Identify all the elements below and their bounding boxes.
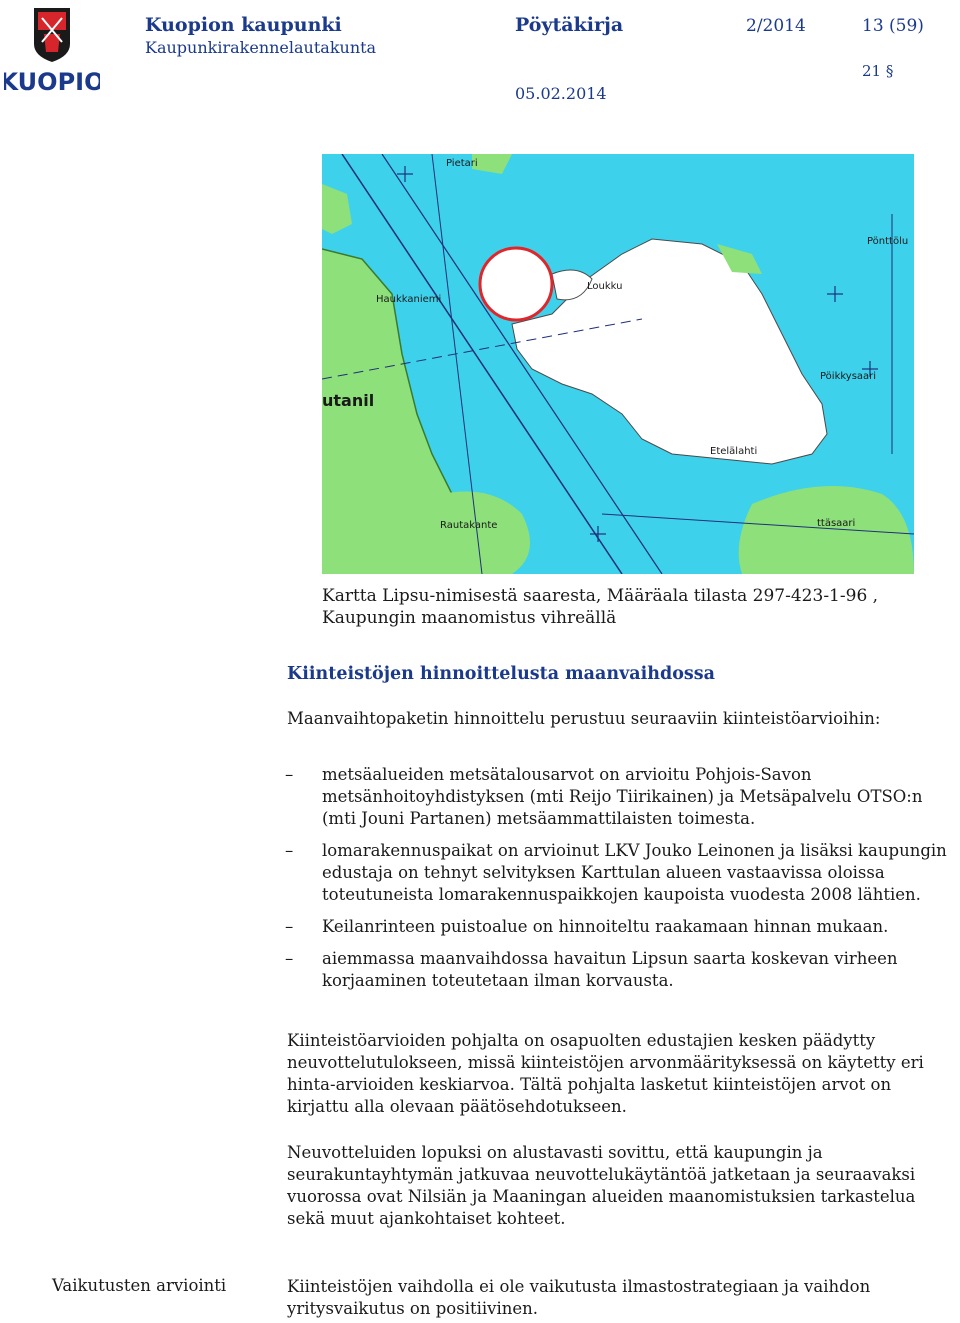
- board-name: Kaupunkirakennelautakunta: [145, 38, 377, 57]
- valuation-list: [287, 764, 957, 1002]
- negotiation-paragraph: Kiinteistöarvioiden pohjalta on osapuolten edustajien kesken päädytty neuvottelutulokseen, missä kiinteistöjen arvonmäärityksessä on käytetty eri hinta-arvioiden keskiarvoa. Tältä pohjalta lasketut kiinteistöjen arvot on kirjattu alla olevaan päätösehdotukseen.: [287, 1031, 924, 1116]
- map-label: Pietari: [446, 158, 478, 169]
- document-type: Pöytäkirja: [515, 14, 624, 36]
- map-label: utanil: [322, 391, 375, 410]
- bullet-dash: –: [285, 917, 294, 936]
- bullet-dash: –: [285, 765, 294, 784]
- conclusion-paragraph: Neuvotteluiden lopuksi on alustavasti sovittu, että kaupungin ja seurakuntayhtymän jatkuvaa neuvottelukäytäntöä jatketaan ja seuraavaksi vuorossa ovat Nilsiän ja Maaningan alueiden maanomistuksien tarkastelua sekä muut ajankohtaiset kohteet.: [287, 1143, 916, 1228]
- list-item: [287, 948, 957, 992]
- list-item-text: Keilanrinteen puistoalue on hinnoiteltu raakamaan hinnan mukaan.: [322, 917, 889, 936]
- section-number: 21 §: [862, 62, 894, 80]
- list-item: [287, 916, 957, 938]
- map-image: [322, 154, 914, 574]
- meeting-date: 05.02.2014: [515, 84, 607, 103]
- map-label: Loukku: [587, 281, 623, 292]
- list-item-text: aiemmassa maanvaihdossa havaitun Lipsun saarta koskevan virheen korjaaminen toteutetaan ilman korvausta.: [322, 949, 898, 990]
- map-label: Rautakante: [440, 520, 498, 531]
- kuopio-logo: [4, 4, 100, 96]
- logo-text: KUOPIO: [4, 68, 100, 96]
- impact-text: Kiinteistöjen vaihdolla ei ole vaikutusta ilmastostrategiaan ja vaihdon yritysvaikutus on positiivinen.: [287, 1277, 871, 1318]
- map-caption: Kartta Lipsu-nimisestä saaresta, Määräala tilasta 297-423-1-96 , Kaupungin maanomistus vihreällä: [322, 586, 879, 628]
- section-heading: Kiinteistöjen hinnoittelusta maanvaihdossa: [287, 664, 715, 684]
- city-name: Kuopion kaupunki: [145, 14, 342, 36]
- intro-text: Maanvaihtopaketin hinnoittelu perustuu seuraaviin kiinteistöarvioihin:: [287, 709, 881, 728]
- list-item-text: metsäalueiden metsätalousarvot on arvioitu Pohjois-Savon metsänhoitoyhdistyksen (mti Reijo Tiirikainen) ja Metsäpalvelu OTSO:n (mti Jouni Partanen) metsäammattilaisten toimesta.: [322, 765, 923, 828]
- page-number: 13 (59): [862, 16, 924, 36]
- map-label: Etelälahti: [710, 446, 758, 457]
- bullet-dash: –: [285, 949, 294, 968]
- bullet-dash: –: [285, 841, 294, 860]
- impact-label: Vaikutusten arviointi: [52, 1276, 227, 1295]
- map-label: Pöikkysaari: [820, 371, 877, 382]
- list-item: [287, 764, 957, 830]
- list-item-text: lomarakennuspaikat on arvioinut LKV Jouko Leinonen ja lisäksi kaupungin edustaja on tehnyt selvityksen Karttulan alueen vastaavissa oloissa toteutuneista lomarakennuspaikkojen kaupoista vuodesta 2008 lähtien.: [322, 841, 947, 904]
- list-item: [287, 840, 957, 906]
- map-label: Haukkaniemi: [376, 294, 442, 305]
- map-label: ttäsaari: [817, 518, 856, 529]
- map-label: Pönttölu: [867, 236, 909, 247]
- document-number: 2/2014: [746, 16, 806, 36]
